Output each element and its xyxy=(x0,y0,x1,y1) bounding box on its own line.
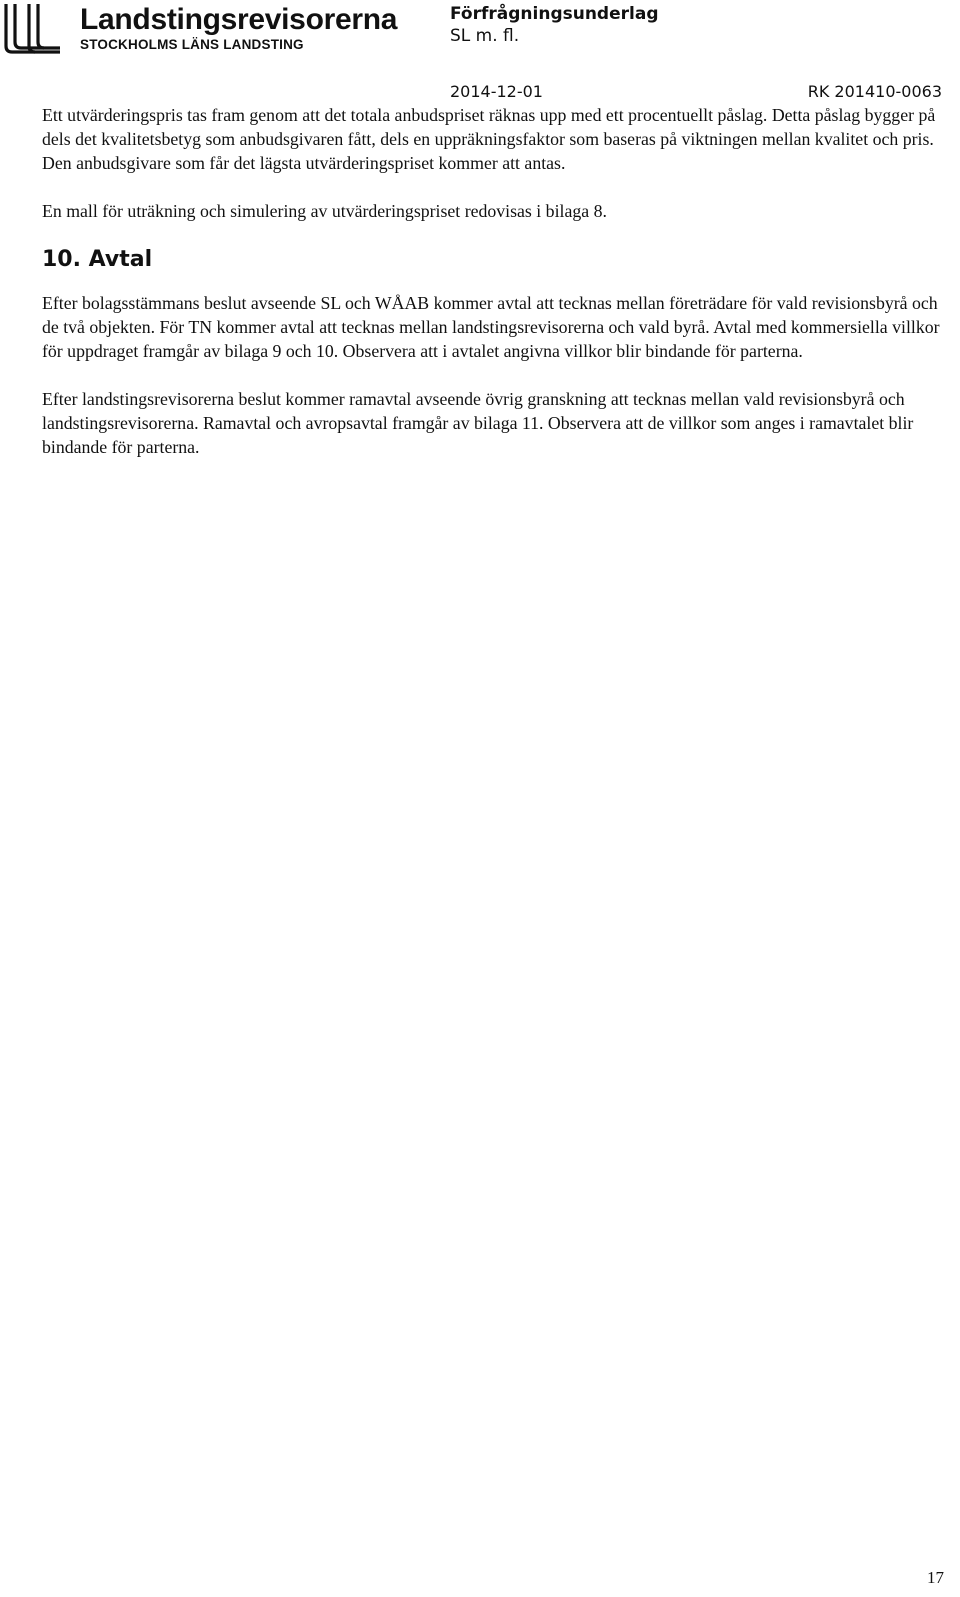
organization-name: Landstingsrevisorerna xyxy=(80,3,398,36)
landstingsrevisorerna-logo xyxy=(2,2,62,54)
paragraph-framework-agreement: Efter landstingsrevisorerna beslut kommer ramavtal avseende övrig granskning att tecknas mellan vald revisionsbyrå och landstingsrevisorerna. Ramavtal och avropsavtal framgår av bilaga 11. Observera att de villkor som anges i ramavtalet blir bindande för parterna. xyxy=(42,389,914,457)
document-subtitle: SL m. fl. xyxy=(450,26,520,46)
organization-subtitle: STOCKHOLMS LÄNS LANDSTING xyxy=(80,37,304,52)
page-header xyxy=(0,0,960,110)
document-reference: RK 201410-0063 xyxy=(807,82,942,101)
page-number: 17 xyxy=(927,1568,944,1587)
document-body xyxy=(42,103,952,459)
section-heading-avtal: 10. Avtal xyxy=(42,247,153,272)
document-date: 2014-12-01 xyxy=(450,82,543,101)
document-title: Förfrågningsunderlag xyxy=(450,4,659,24)
paragraph-template-reference: En mall för uträkning och simulering av utvärderingspriset redovisas i bilaga 8. xyxy=(42,201,607,221)
paragraph-evaluation-price: Ett utvärderingspris tas fram genom att det totala anbudspriset räknas upp med ett procentuellt påslag. Detta påslag bygger på dels det kvalitetsbetyg som anbudsgivaren fått, dels en uppräkningsfaktor som baseras på viktningen mellan kvalitet och pris. Den anbudsgivare som får det lägsta utvärderingspriset kommer att antas. xyxy=(42,105,936,173)
paragraph-agreement: Efter bolagsstämmans beslut avseende SL och WÅAB kommer avtal att tecknas mellan företrädare för vald revisionsbyrå och de två objekten. För TN kommer avtal att tecknas mellan landstingsrevisorerna och vald byrå. Avtal med kommersiella villkor för uppdraget framgår av bilaga 9 och 10. Observera att i avtalet angivna villkor blir bindande för parterna. xyxy=(42,293,940,361)
